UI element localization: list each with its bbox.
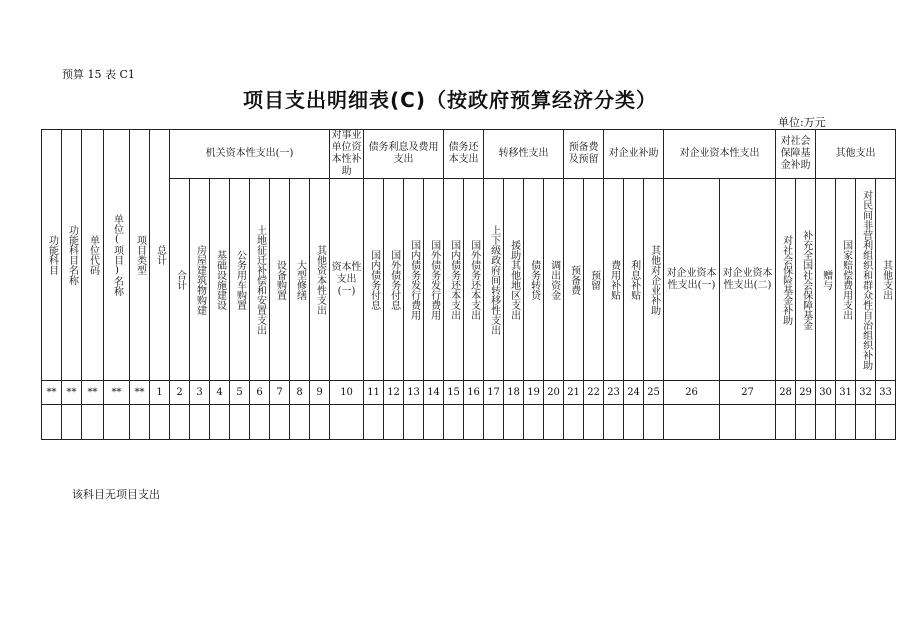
empty-cell xyxy=(104,405,130,440)
empty-cell xyxy=(836,405,856,440)
empty-cell xyxy=(504,405,524,440)
header-row-groups xyxy=(42,130,896,179)
index-number-cell: 32 xyxy=(856,381,876,405)
index-star-cell: ** xyxy=(104,381,130,405)
index-number-cell: 5 xyxy=(230,381,250,405)
index-number-cell: 22 xyxy=(584,381,604,405)
index-number-cell: 25 xyxy=(644,381,664,405)
group-header-8: 对企业资本性支出 xyxy=(664,130,776,179)
empty-cell xyxy=(524,405,544,440)
index-number-cell: 28 xyxy=(776,381,796,405)
col-header: 合计 xyxy=(170,179,190,381)
index-number-cell: 21 xyxy=(564,381,584,405)
col-header: 预备费 xyxy=(564,179,584,381)
col-header: 房屋建筑物购建 xyxy=(190,179,210,381)
empty-cell xyxy=(384,405,404,440)
index-number-cell: 14 xyxy=(424,381,444,405)
col-header: 国内债务还本支出 xyxy=(444,179,464,381)
col-header: 其他对企业补助 xyxy=(644,179,664,381)
index-number-cell: 3 xyxy=(190,381,210,405)
col-header: 对民间非营利组织和群众性自治组织补助 xyxy=(856,179,876,381)
empty-cell xyxy=(150,405,170,440)
index-number-cell: 12 xyxy=(384,381,404,405)
col-header: 基础设施建设 xyxy=(210,179,230,381)
col-header: 国内债务发行费用 xyxy=(404,179,424,381)
empty-cell xyxy=(856,405,876,440)
group-header-9: 对社会保障基金补助 xyxy=(776,130,816,179)
empty-cell xyxy=(464,405,484,440)
col-header: 国外债务发行费用 xyxy=(424,179,444,381)
index-number-cell: 20 xyxy=(544,381,564,405)
col-header: 上下级政府间转移性支出 xyxy=(484,179,504,381)
header-unit-code: 单位代码 xyxy=(82,130,104,381)
index-number-cell: 17 xyxy=(484,381,504,405)
col-header: 其他支出 xyxy=(876,179,896,381)
empty-cell xyxy=(364,405,384,440)
group-header-3: 债务利息及费用支出 xyxy=(364,130,444,179)
col-header: 调出资金 xyxy=(544,179,564,381)
empty-cell xyxy=(310,405,330,440)
col-header: 对社会保险基金补助 xyxy=(776,179,796,381)
empty-cell xyxy=(664,405,720,440)
expenditure-table xyxy=(41,129,896,440)
empty-cell xyxy=(604,405,624,440)
empty-cell xyxy=(624,405,644,440)
header-unit-name: 单位(项目)名称 xyxy=(104,130,130,381)
empty-cell xyxy=(290,405,310,440)
header-func-name: 功能科目名称 xyxy=(62,130,82,381)
group-header-6: 预备费及预留 xyxy=(564,130,604,179)
empty-data-row xyxy=(42,405,896,440)
empty-cell xyxy=(564,405,584,440)
empty-cell xyxy=(330,405,364,440)
header-row-columns xyxy=(42,179,896,381)
index-number-cell: 9 xyxy=(310,381,330,405)
col-header: 利息补贴 xyxy=(624,179,644,381)
index-number-cell: 6 xyxy=(250,381,270,405)
no-project-note: 该科目无项目支出 xyxy=(72,488,160,501)
header-func-code: 功能科目 xyxy=(42,130,62,381)
empty-cell xyxy=(776,405,796,440)
col-header: 债务转贷 xyxy=(524,179,544,381)
empty-cell xyxy=(210,405,230,440)
col-header: 土地征迁补偿和安置支出 xyxy=(250,179,270,381)
col-header: 国外债务还本支出 xyxy=(464,179,484,381)
col-header: 国家赔偿费用支出 xyxy=(836,179,856,381)
index-star-cell: ** xyxy=(62,381,82,405)
index-number-cell: 16 xyxy=(464,381,484,405)
empty-cell xyxy=(816,405,836,440)
index-number-cell: 19 xyxy=(524,381,544,405)
group-header-1: 机关资本性支出(一) xyxy=(170,130,330,179)
empty-cell xyxy=(130,405,150,440)
col-header: 设备购置 xyxy=(270,179,290,381)
index-number-cell: 30 xyxy=(816,381,836,405)
index-number-cell: 8 xyxy=(290,381,310,405)
empty-cell xyxy=(404,405,424,440)
index-number-cell: 7 xyxy=(270,381,290,405)
empty-cell xyxy=(270,405,290,440)
empty-cell xyxy=(62,405,82,440)
col-header: 援助其他地区支出 xyxy=(504,179,524,381)
index-number-cell: 33 xyxy=(876,381,896,405)
unit-label: 单位:万元 xyxy=(778,116,826,129)
empty-cell xyxy=(544,405,564,440)
header-project-type: 项目类型 xyxy=(130,130,150,381)
index-number-cell: 1 xyxy=(150,381,170,405)
group-header-2: 对事业单位资本性补助 xyxy=(331,130,362,177)
empty-cell xyxy=(720,405,776,440)
empty-cell xyxy=(190,405,210,440)
empty-cell xyxy=(796,405,816,440)
col-header: 公务用车购置 xyxy=(230,179,250,381)
empty-cell xyxy=(424,405,444,440)
col-header: 国外债务付息 xyxy=(384,179,404,381)
group-header-5: 转移性支出 xyxy=(484,130,564,179)
col-header: 赠与 xyxy=(816,179,836,381)
index-number-cell: 15 xyxy=(444,381,464,405)
group-header-7: 对企业补助 xyxy=(604,130,664,179)
empty-cell xyxy=(644,405,664,440)
index-star-cell: ** xyxy=(130,381,150,405)
index-number-cell: 26 xyxy=(664,381,720,405)
empty-cell xyxy=(876,405,896,440)
empty-cell xyxy=(584,405,604,440)
index-number-cell: 24 xyxy=(624,381,644,405)
col-header: 其他资本性支出 xyxy=(310,179,330,381)
index-number-cell: 18 xyxy=(504,381,524,405)
col-header: 对企业资本性支出(一) xyxy=(664,179,720,381)
index-number-cell: 11 xyxy=(364,381,384,405)
empty-cell xyxy=(82,405,104,440)
group-header-10: 其他支出 xyxy=(816,130,896,179)
header-total: 总计 xyxy=(150,130,170,381)
col-header: 补充全国社会保障基金 xyxy=(796,179,816,381)
index-star-cell: ** xyxy=(42,381,62,405)
col-header: 预留 xyxy=(584,179,604,381)
empty-cell xyxy=(484,405,504,440)
empty-cell xyxy=(444,405,464,440)
empty-cell xyxy=(250,405,270,440)
index-number-cell: 29 xyxy=(796,381,816,405)
index-number-cell: 10 xyxy=(330,381,364,405)
col-header: 费用补贴 xyxy=(604,179,624,381)
form-code: 预算 15 表 C1 xyxy=(62,68,135,81)
empty-cell xyxy=(42,405,62,440)
index-row xyxy=(42,381,896,405)
index-star-cell: ** xyxy=(82,381,104,405)
col-header: 对企业资本性支出(二) xyxy=(720,179,776,381)
col-header: 资本性支出(一) xyxy=(330,179,364,381)
col-header: 大型修缮 xyxy=(290,179,310,381)
index-number-cell: 4 xyxy=(210,381,230,405)
index-number-cell: 23 xyxy=(604,381,624,405)
group-header-4: 债务还本支出 xyxy=(444,130,484,179)
empty-cell xyxy=(170,405,190,440)
index-number-cell: 13 xyxy=(404,381,424,405)
index-number-cell: 2 xyxy=(170,381,190,405)
col-header: 国内债务付息 xyxy=(364,179,384,381)
page-title: 项目支出明细表(C)（按政府预算经济分类） xyxy=(243,88,657,112)
index-number-cell: 31 xyxy=(836,381,856,405)
index-number-cell: 27 xyxy=(720,381,776,405)
empty-cell xyxy=(230,405,250,440)
